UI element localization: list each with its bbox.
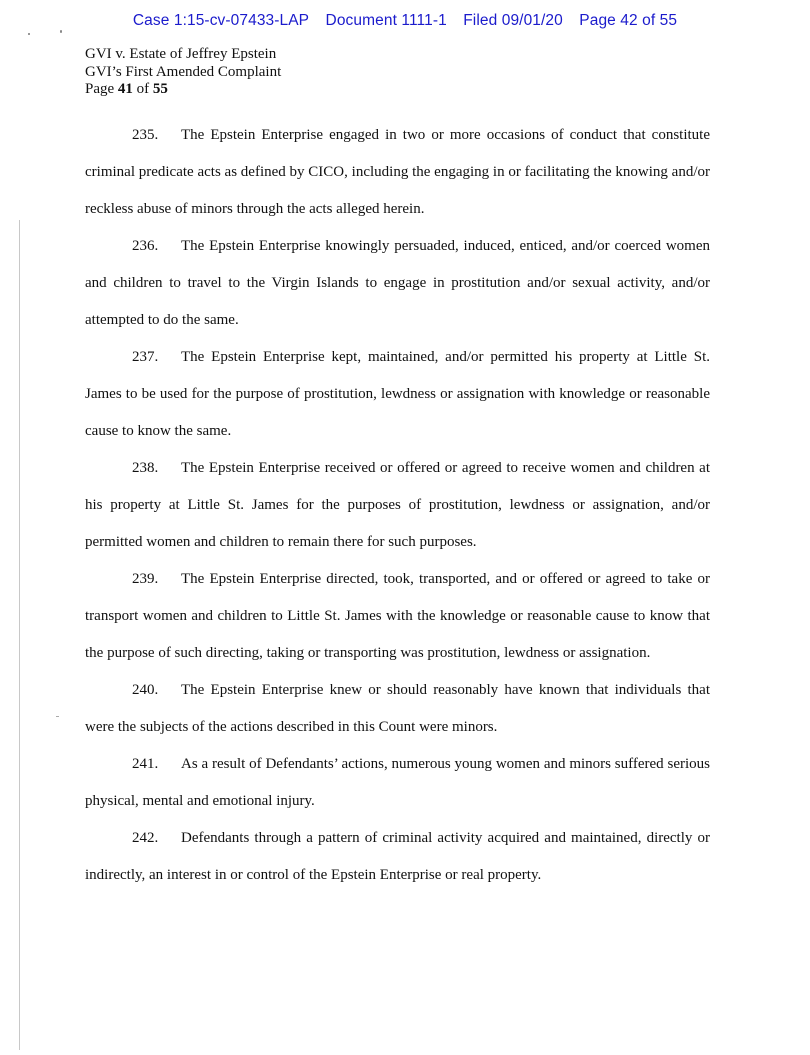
paragraph [85, 339, 710, 450]
paragraph-number: 236. [132, 238, 159, 254]
paragraph-text: The Epstein Enterprise kept, maintained, and/or permitted his property at Little St. James to be used for the purpose of prostitution, lewdness or assignation with knowledge or reasonable cause to know the same. [85, 349, 710, 439]
paragraph [85, 561, 710, 672]
paragraph-text: The Epstein Enterprise knew or should reasonably have known that individuals that were the subjects of the actions described in this Count were minors. [85, 682, 710, 735]
ecf-page-number: Page 42 of 55 [579, 12, 678, 29]
caption-case-title: GVI v. Estate of Jeffrey Epstein [85, 46, 277, 62]
paragraph-number: 241. [132, 756, 159, 772]
paragraph [85, 117, 710, 228]
paragraph-number: 242. [132, 830, 159, 846]
scan-speck [28, 33, 30, 35]
paragraph-number: 235. [132, 127, 159, 143]
document-number: Document 1111-1 [325, 12, 447, 29]
caption-document-title: GVI’s First Amended Complaint [85, 63, 282, 80]
paragraph [85, 746, 710, 820]
scan-margin-line [19, 220, 20, 1050]
paragraph-text: The Epstein Enterprise received or offered or agreed to receive women and children at his property at Little St. James for the purposes of prostitution, lewdness or assignation, and/or permitted women and children to remain there for such purposes. [85, 460, 710, 550]
document-caption [85, 46, 281, 99]
ecf-filing-header [0, 12, 810, 30]
paragraph-number: 237. [132, 349, 159, 365]
scan-speck [56, 716, 59, 717]
scan-speck [60, 30, 62, 33]
paragraph [85, 450, 710, 561]
paragraph [85, 820, 710, 894]
paragraph [85, 228, 710, 339]
paragraph-text: The Epstein Enterprise directed, took, transported, and or offered or agreed to take or transport women and children to Little St. James with the knowledge or reasonable cause to know that the purpose of such directing, taking or transporting was prostitution, lewdness or assignation. [85, 571, 710, 661]
paragraph [85, 672, 710, 746]
paragraph-number: 238. [132, 460, 159, 476]
paragraph-number: 240. [132, 682, 159, 698]
paragraph-text: As a result of Defendants’ actions, numerous young women and minors suffered serious physical, mental and emotional injury. [85, 756, 710, 809]
paragraph-number: 239. [132, 571, 159, 587]
case-number: Case 1:15-cv-07433-LAP [132, 12, 310, 29]
paragraph-text: The Epstein Enterprise knowingly persuaded, induced, enticed, and/or coerced women and children to travel to the Virgin Islands to engage in prostitution and/or sexual activity, and/or attempted to do the same. [85, 238, 710, 328]
paragraph-text: The Epstein Enterprise engaged in two or more occasions of conduct that constitute criminal predicate acts as defined by CICO, including the engaging in or facilitating the knowing and/or reckless abuse of minors through the acts alleged herein. [85, 127, 710, 217]
caption-page-number: Page 41 of 55 [85, 81, 168, 97]
paragraph-text: Defendants through a pattern of criminal activity acquired and maintained, directly or indirectly, an interest in or control of the Epstein Enterprise or real property. [85, 830, 710, 883]
complaint-body [85, 117, 710, 894]
filed-date: Filed 09/01/20 [463, 12, 563, 29]
